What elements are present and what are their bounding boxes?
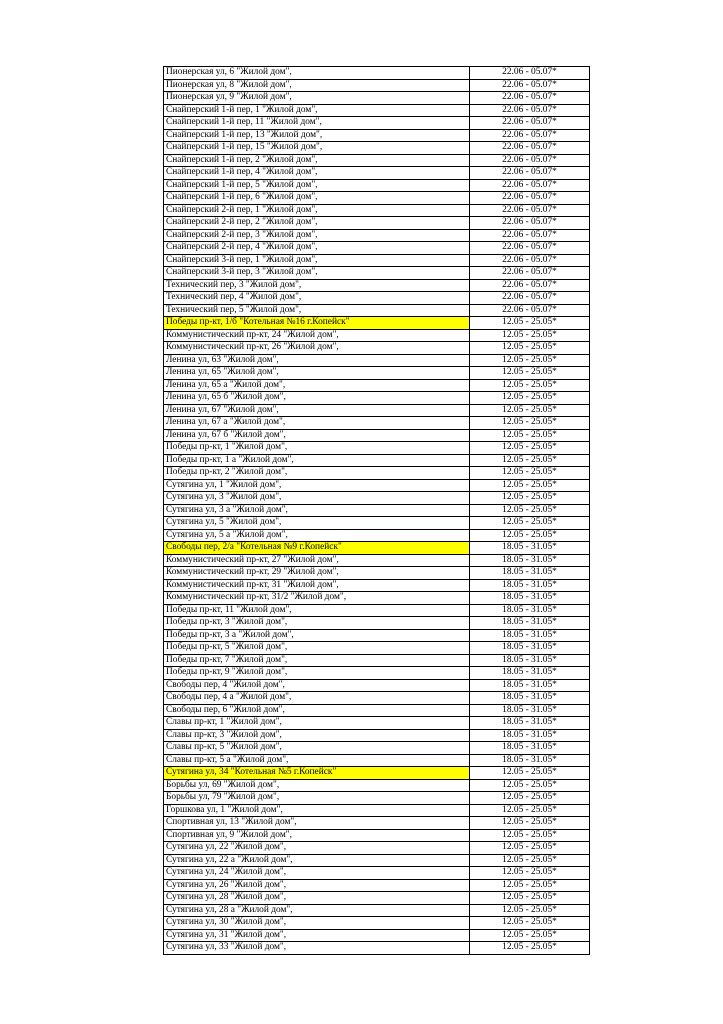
address-cell: Победы пр-кт, 2 "Жилой дом", [164,467,470,480]
period-cell: 18.05 - 31.05* [470,579,590,592]
period-cell: 22.06 - 05.07* [470,154,590,167]
table-row [164,842,590,855]
table-row [164,567,590,580]
period-cell: 12.05 - 25.05* [470,804,590,817]
table-row [164,742,590,755]
table-row [164,929,590,942]
period-cell: 12.05 - 25.05* [470,379,590,392]
period-cell: 22.06 - 05.07* [470,192,590,205]
period-cell: 18.05 - 31.05* [470,642,590,655]
period-cell: 22.06 - 05.07* [470,117,590,130]
address-cell: Сутягина ул, 22 а "Жилой дом", [164,854,470,867]
period-cell: 12.05 - 25.05* [470,917,590,930]
address-cell: Технический пер, 3 "Жилой дом", [164,279,470,292]
period-cell: 22.06 - 05.07* [470,67,590,80]
address-cell: Сутягина ул, 30 "Жилой дом", [164,917,470,930]
address-cell: Снайперский 3-й пер, 3 "Жилой дом", [164,267,470,280]
address-cell: Снайперский 1-й пер, 11 "Жилой дом", [164,117,470,130]
table-row [164,642,590,655]
table-row [164,679,590,692]
address-cell: Снайперский 1-й пер, 6 "Жилой дом", [164,192,470,205]
period-cell: 22.06 - 05.07* [470,279,590,292]
address-cell: Горшкова ул, 1 "Жилой дом", [164,804,470,817]
period-cell: 22.06 - 05.07* [470,217,590,230]
period-cell: 22.06 - 05.07* [470,92,590,105]
address-cell: Спортивная ул, 13 "Жилой дом", [164,817,470,830]
address-cell: Сутягина ул, 5 "Жилой дом", [164,517,470,530]
table-row [164,329,590,342]
table-row [164,392,590,405]
address-cell: Коммунистический пр-кт, 31/2 "Жилой дом", [164,592,470,605]
table-row [164,417,590,430]
table-row-boiler-house [164,767,590,780]
period-cell: 12.05 - 25.05* [470,342,590,355]
table-row [164,429,590,442]
table-row [164,379,590,392]
period-cell: 18.05 - 31.05* [470,692,590,705]
period-cell: 18.05 - 31.05* [470,542,590,555]
table-row [164,754,590,767]
period-cell: 12.05 - 25.05* [470,417,590,430]
address-cell: Ленина ул, 63 "Жилой дом", [164,354,470,367]
address-cell: Ленина ул, 65 а "Жилой дом", [164,379,470,392]
address-cell: Ленина ул, 67 а "Жилой дом", [164,417,470,430]
address-cell: Победы пр-кт, 9 "Жилой дом", [164,667,470,680]
period-cell: 12.05 - 25.05* [470,867,590,880]
address-cell: Победы пр-кт, 11 "Жилой дом", [164,604,470,617]
table-row [164,217,590,230]
table-row [164,79,590,92]
period-cell: 12.05 - 25.05* [470,492,590,505]
table-row [164,704,590,717]
period-cell: 18.05 - 31.05* [470,604,590,617]
table-row [164,142,590,155]
period-cell: 22.06 - 05.07* [470,179,590,192]
table-row [164,117,590,130]
address-cell: Сутягина ул, 24 "Жилой дом", [164,867,470,880]
period-cell: 22.06 - 05.07* [470,304,590,317]
period-cell: 22.06 - 05.07* [470,254,590,267]
period-cell: 12.05 - 25.05* [470,329,590,342]
period-cell: 22.06 - 05.07* [470,204,590,217]
table-row [164,604,590,617]
table-row [164,779,590,792]
address-cell: Коммунистический пр-кт, 24 "Жилой дом", [164,329,470,342]
address-cell: Снайперский 2-й пер, 3 "Жилой дом", [164,229,470,242]
table-row [164,92,590,105]
address-cell: Ленина ул, 65 "Жилой дом", [164,367,470,380]
outage-schedule-table [163,66,590,955]
address-cell: Свободы пер, 2/а "Котельная №9 г.Копейск" [164,542,470,555]
address-cell: Борьбы ул, 69 "Жилой дом", [164,779,470,792]
address-cell: Победы пр-кт, 1 "Жилой дом", [164,442,470,455]
table-row [164,554,590,567]
period-cell: 12.05 - 25.05* [470,792,590,805]
period-cell: 12.05 - 25.05* [470,454,590,467]
address-cell: Свободы пер, 4 а "Жилой дом", [164,692,470,705]
address-cell: Снайперский 1-й пер, 5 "Жилой дом", [164,179,470,192]
address-cell: Снайперский 3-й пер, 1 "Жилой дом", [164,254,470,267]
period-cell: 12.05 - 25.05* [470,392,590,405]
address-cell: Победы пр-кт, 1 а "Жилой дом", [164,454,470,467]
period-cell: 22.06 - 05.07* [470,267,590,280]
table-row [164,904,590,917]
table-row-boiler-house [164,542,590,555]
address-cell: Коммунистический пр-кт, 26 "Жилой дом", [164,342,470,355]
address-cell: Сутягина ул, 3 "Жилой дом", [164,492,470,505]
table-row [164,829,590,842]
table-row [164,354,590,367]
table-row [164,804,590,817]
address-cell: Победы пр-кт, 3 а "Жилой дом", [164,629,470,642]
table-row [164,104,590,117]
table-row [164,592,590,605]
table-row [164,854,590,867]
table-row [164,729,590,742]
period-cell: 22.06 - 05.07* [470,229,590,242]
table-row [164,692,590,705]
table-row [164,792,590,805]
address-cell: Ленина ул, 65 б "Жилой дом", [164,392,470,405]
address-cell: Сутягина ул, 34 "Котельная №5 г.Копейск" [164,767,470,780]
address-cell: Славы пр-кт, 5 а "Жилой дом", [164,754,470,767]
period-cell: 18.05 - 31.05* [470,667,590,680]
table-body [164,67,590,955]
address-cell: Снайперский 2-й пер, 1 "Жилой дом", [164,204,470,217]
period-cell: 12.05 - 25.05* [470,429,590,442]
table-row [164,517,590,530]
address-cell: Спортивная ул, 9 "Жилой дом", [164,829,470,842]
period-cell: 12.05 - 25.05* [470,517,590,530]
period-cell: 18.05 - 31.05* [470,679,590,692]
table-row [164,254,590,267]
table-row [164,667,590,680]
table-row [164,67,590,80]
table-row [164,892,590,905]
period-cell: 18.05 - 31.05* [470,729,590,742]
table-row [164,917,590,930]
table-row [164,204,590,217]
period-cell: 12.05 - 25.05* [470,904,590,917]
address-cell: Славы пр-кт, 1 "Жилой дом", [164,717,470,730]
period-cell: 22.06 - 05.07* [470,167,590,180]
address-cell: Технический пер, 5 "Жилой дом", [164,304,470,317]
table-row [164,717,590,730]
period-cell: 22.06 - 05.07* [470,104,590,117]
period-cell: 18.05 - 31.05* [470,717,590,730]
address-cell: Технический пер, 4 "Жилой дом", [164,292,470,305]
table-row [164,129,590,142]
period-cell: 12.05 - 25.05* [470,442,590,455]
period-cell: 12.05 - 25.05* [470,929,590,942]
address-cell: Ленина ул, 67 б "Жилой дом", [164,429,470,442]
table-row [164,579,590,592]
table-row [164,192,590,205]
table-row [164,279,590,292]
address-cell: Снайперский 1-й пер, 13 "Жилой дом", [164,129,470,142]
table-row [164,404,590,417]
table-row-boiler-house [164,317,590,330]
period-cell: 12.05 - 25.05* [470,879,590,892]
address-cell: Сутягина ул, 33 "Жилой дом", [164,942,470,955]
address-cell: Снайперский 1-й пер, 1 "Жилой дом", [164,104,470,117]
address-cell: Сутягина ул, 22 "Жилой дом", [164,842,470,855]
address-cell: Пионерская ул, 8 "Жилой дом", [164,79,470,92]
table-row [164,292,590,305]
address-cell: Сутягина ул, 5 а "Жилой дом", [164,529,470,542]
period-cell: 18.05 - 31.05* [470,617,590,630]
table-row [164,479,590,492]
period-cell: 22.06 - 05.07* [470,79,590,92]
address-cell: Сутягина ул, 1 "Жилой дом", [164,479,470,492]
period-cell: 18.05 - 31.05* [470,742,590,755]
table-row [164,467,590,480]
table-row [164,492,590,505]
period-cell: 22.06 - 05.07* [470,242,590,255]
address-cell: Сутягина ул, 3 а "Жилой дом", [164,504,470,517]
table-row [164,529,590,542]
address-cell: Победы пр-кт, 5 "Жилой дом", [164,642,470,655]
address-cell: Сутягина ул, 28 а "Жилой дом", [164,904,470,917]
address-cell: Пионерская ул, 6 "Жилой дом", [164,67,470,80]
period-cell: 18.05 - 31.05* [470,629,590,642]
period-cell: 12.05 - 25.05* [470,354,590,367]
table-row [164,867,590,880]
period-cell: 18.05 - 31.05* [470,567,590,580]
address-cell: Снайперский 1-й пер, 4 "Жилой дом", [164,167,470,180]
period-cell: 12.05 - 25.05* [470,892,590,905]
address-cell: Коммунистический пр-кт, 27 "Жилой дом", [164,554,470,567]
period-cell: 12.05 - 25.05* [470,767,590,780]
table-row [164,342,590,355]
period-cell: 18.05 - 31.05* [470,554,590,567]
period-cell: 12.05 - 25.05* [470,479,590,492]
address-cell: Славы пр-кт, 3 "Жилой дом", [164,729,470,742]
address-cell: Свободы пер, 4 "Жилой дом", [164,679,470,692]
period-cell: 12.05 - 25.05* [470,779,590,792]
address-cell: Снайперский 2-й пер, 2 "Жилой дом", [164,217,470,230]
table-row [164,167,590,180]
table-row [164,504,590,517]
address-cell: Коммунистический пр-кт, 31 "Жилой дом", [164,579,470,592]
period-cell: 22.06 - 05.07* [470,292,590,305]
period-cell: 12.05 - 25.05* [470,817,590,830]
period-cell: 12.05 - 25.05* [470,467,590,480]
address-cell: Пионерская ул, 9 "Жилой дом", [164,92,470,105]
table-row [164,367,590,380]
period-cell: 12.05 - 25.05* [470,317,590,330]
address-cell: Коммунистический пр-кт, 29 "Жилой дом", [164,567,470,580]
address-cell: Сутягина ул, 26 "Жилой дом", [164,879,470,892]
table-row [164,154,590,167]
table-row [164,654,590,667]
table-row [164,942,590,955]
table-row [164,242,590,255]
table-row [164,454,590,467]
period-cell: 12.05 - 25.05* [470,367,590,380]
table-row [164,304,590,317]
address-cell: Борьбы ул, 79 "Жилой дом", [164,792,470,805]
period-cell: 12.05 - 25.05* [470,854,590,867]
address-cell: Снайперский 1-й пер, 2 "Жилой дом", [164,154,470,167]
address-cell: Снайперский 2-й пер, 4 "Жилой дом", [164,242,470,255]
period-cell: 12.05 - 25.05* [470,842,590,855]
address-cell: Снайперский 1-й пер, 15 "Жилой дом", [164,142,470,155]
table-row [164,442,590,455]
period-cell: 18.05 - 31.05* [470,654,590,667]
table-row [164,817,590,830]
address-cell: Сутягина ул, 28 "Жилой дом", [164,892,470,905]
address-cell: Победы пр-кт, 3 "Жилой дом", [164,617,470,630]
table-row [164,617,590,630]
address-cell: Славы пр-кт, 5 "Жилой дом", [164,742,470,755]
period-cell: 22.06 - 05.07* [470,129,590,142]
period-cell: 12.05 - 25.05* [470,829,590,842]
table-row [164,267,590,280]
period-cell: 18.05 - 31.05* [470,704,590,717]
period-cell: 18.05 - 31.05* [470,754,590,767]
period-cell: 18.05 - 31.05* [470,592,590,605]
address-cell: Победы пр-кт, 7 "Жилой дом", [164,654,470,667]
period-cell: 12.05 - 25.05* [470,504,590,517]
table-row [164,179,590,192]
address-cell: Свободы пер, 6 "Жилой дом", [164,704,470,717]
period-cell: 12.05 - 25.05* [470,529,590,542]
period-cell: 12.05 - 25.05* [470,942,590,955]
address-cell: Ленина ул, 67 "Жилой дом", [164,404,470,417]
table-row [164,229,590,242]
period-cell: 22.06 - 05.07* [470,142,590,155]
table-row [164,879,590,892]
table-row [164,629,590,642]
address-cell: Сутягина ул, 31 "Жилой дом", [164,929,470,942]
address-cell: Победы пр-кт, 1/б "Котельная №16 г.Копейск" [164,317,470,330]
period-cell: 12.05 - 25.05* [470,404,590,417]
